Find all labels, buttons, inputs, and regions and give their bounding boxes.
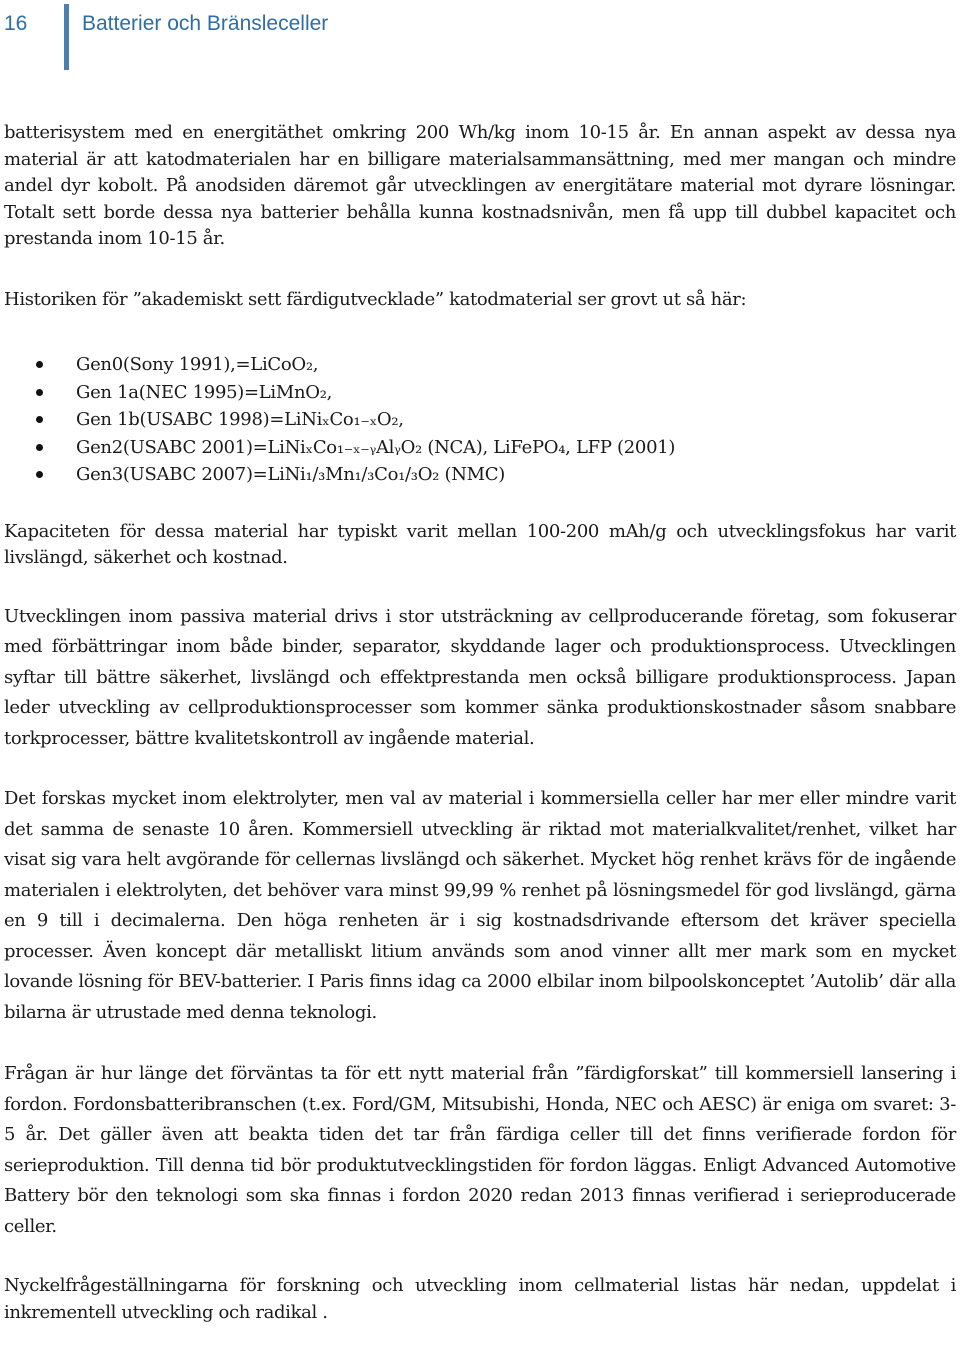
list-item [4, 434, 956, 462]
list-item [4, 461, 956, 489]
bullet-icon [36, 471, 43, 478]
page-header [0, 0, 960, 72]
paragraph-electrolytes: Det forskas mycket inom elektrolyter, men val av material i kommersiella celler har mer eller mindre varit det samma de senaste 10 åren. Kommersiell utveckling är riktad mot materialkvalitet/renhet, vilket har visat sig vara helt avgörande för cellernas livslängd och säkerhet. Mycket hög renhet krävs för de ingående materialen i elektrolyten, det behöver vara minst 99,99 % renhet på lösningsmedel för god livslängd, gärna en 9 till i decimalerna. Den höga renheten är i sig kostnadsdrivande eftersom det kräver speciella processer. Även koncept där metalliskt litium används som anod vinner allt mer mark som en mycket lovande lösning för BEV-batterier. I Paris finns idag ca 2000 elbilar inom bilpoolskonceptet ’Autolib’ där alla bilarna är utrustade med denna teknologi. [4, 788, 956, 1023]
bullet-icon [36, 361, 43, 368]
bullet-icon [36, 389, 43, 396]
paragraph-key-questions: Nyckelfrågeställningarna för forskning och utveckling inom cellmaterial listas här nedan, uppdelat i inkrementell utveckling och radikal . [4, 1275, 956, 1323]
cathode-generation-list [4, 351, 956, 489]
bullet-icon [36, 444, 43, 451]
gen2-text: Gen2(USABC 2001)=LiNiₓCo₁₋ₓ₋ᵧAlᵧO₂ (NCA), LiFePO₄, LFP (2001) [76, 436, 676, 458]
gen1a-text: Gen 1a(NEC 1995)=LiMnO₂, [76, 381, 333, 403]
page-body [4, 120, 956, 1326]
paragraph-commercialization: Frågan är hur länge det förväntas ta för ett nytt material från ”färdigforskat” till kommersiell lansering i fordon. Fordonsbatteribranschen (t.ex. Ford/GM, Mitsubishi, Honda, NEC och AESC) är eniga om svaret: 3-5 år. Det gäller även att beakta tiden det tar från färdiga celler till det finns verifierade fordon för serieproduktion. Till denna tid bör produktutvecklingstiden för fordon läggas. Enligt Advanced Automotive Battery bör den teknologi som ska finnas i fordon 2020 redan 2013 finnas verifierad i serieproducerade celler. [4, 1063, 956, 1237]
gen1b-text: Gen 1b(USABC 1998)=LiNiₓCo₁₋ₓO₂, [76, 409, 404, 430]
gen3-text: Gen3(USABC 2007)=LiNi₁/₃Mn₁/₃Co₁/₃O₂ (NMC) [76, 464, 505, 485]
paragraph-history-intro: Historiken för ”akademiskt sett färdigutvecklade” katodmaterial ser grovt ut så här: [4, 288, 747, 310]
list-item [4, 406, 956, 434]
paragraph-capacity: Kapaciteten för dessa material har typiskt varit mellan 100-200 mAh/g och utvecklingsfokus har varit livslängd, säkerhet och kostnad. [4, 520, 956, 568]
gen0-text: Gen0(Sony 1991),=LiCoO₂, [76, 354, 319, 375]
paragraph-energy-density: batterisystem med en energitäthet omkring 200 Wh/kg inom 10-15 år. En annan aspekt av dessa nya material är att katodmaterialen har en billigare materialsammansättning, med mer mangan och mindre andel dyr kobolt. På anodsiden däremot går utvecklingen av energitätare material mot dyrare lösningar. Totalt sett borde dessa nya batterier behålla kunna kostnadsnivån, men få upp till dubbel kapacitet och prestanda inom 10-15 år. [4, 122, 956, 249]
header-divider [64, 4, 69, 70]
bullet-icon [36, 416, 43, 423]
page-number: 16 [4, 12, 28, 35]
paragraph-passive-materials: Utvecklingen inom passiva material drivs i stor utsträckning av cellproducerande företag, som fokuserar med förbättringar inom både binder, separator, skyddande lager och produktionsprocess. Utvecklingen syftar till bättre säkerhet, livslängd och effektprestanda men också billigare produktionsprocess. Japan leder utveckling av cellproduktionsprocesser som kommer sänka produktionskostnader såsom snabbare torkprocesser, bättre kvalitetskontroll av ingående material. [4, 605, 956, 749]
list-item [4, 379, 956, 407]
document-title: Batterier och Bränsleceller [82, 12, 329, 35]
list-item [4, 351, 956, 379]
